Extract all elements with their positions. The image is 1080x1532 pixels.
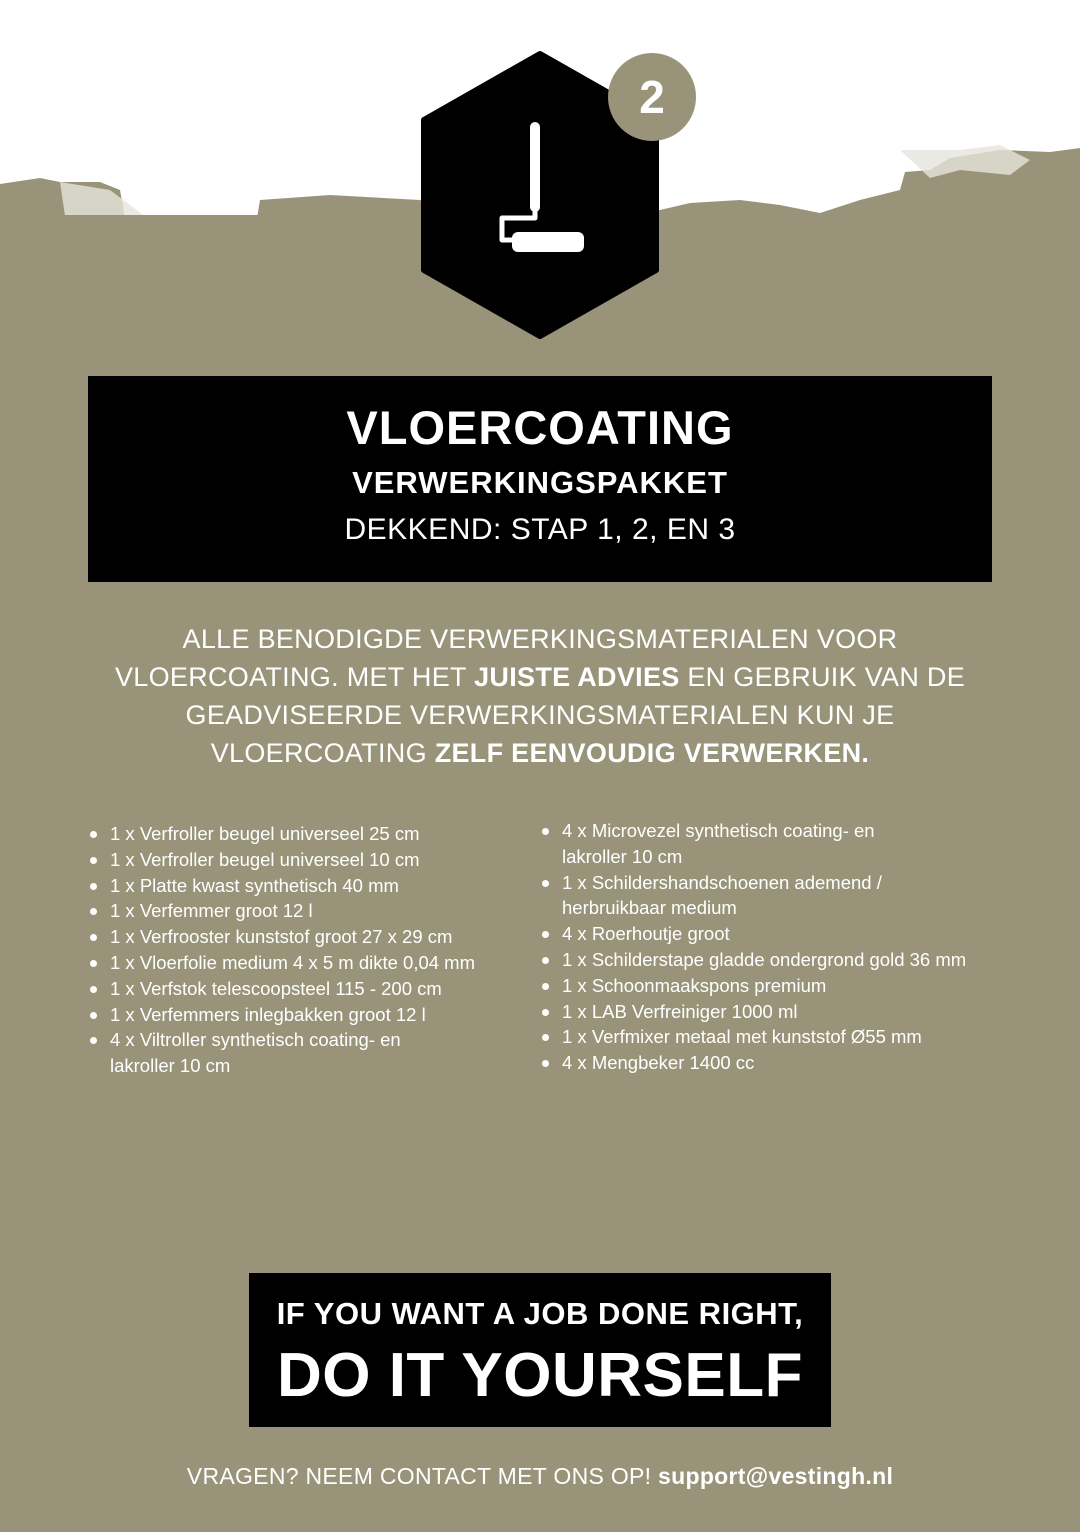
list-item bbox=[540, 818, 966, 870]
support-email-link[interactable]: support@vestingh.nl bbox=[658, 1463, 894, 1489]
list-item: 1 x Verfemmers inlegbakken groot 12 l bbox=[88, 1002, 475, 1028]
materials-list-right bbox=[540, 818, 966, 1076]
slogan-line-1: IF YOU WANT A JOB DONE RIGHT, bbox=[276, 1296, 804, 1331]
intro-text-1: ALLE BENODIGDE VERWERKINGSMATERIALEN VOOR VLOERCOATING. MET HET bbox=[114, 624, 898, 692]
list-item-line: 4 x Microvezel synthetisch coating- en bbox=[562, 820, 875, 841]
list-item-line: herbruikbaar medium bbox=[562, 897, 737, 919]
list-item: 1 x Verfmixer metaal met kunststof Ø55 mm bbox=[540, 1024, 966, 1050]
page-steps-line: DEKKEND: STAP 1, 2, EN 3 bbox=[344, 513, 736, 546]
footer-text: VRAGEN? NEEM CONTACT MET ONS OP! bbox=[186, 1463, 659, 1489]
step-number-badge: 2 bbox=[608, 53, 696, 141]
intro-bold-2: ZELF EENVOUDIG VERWERKEN. bbox=[434, 738, 870, 768]
page-title: VLOERCOATING bbox=[346, 401, 734, 454]
intro-bold-1: JUISTE ADVIES bbox=[474, 662, 680, 692]
list-item bbox=[88, 1027, 475, 1079]
list-item-line: 4 x Viltroller synthetisch coating- en bbox=[110, 1029, 401, 1051]
list-item: 1 x Verfemmer groot 12 l bbox=[88, 898, 475, 924]
intro-paragraph bbox=[90, 620, 990, 772]
list-item: 4 x Roerhoutje groot bbox=[540, 921, 966, 947]
slogan-line-2: DO IT YOURSELF bbox=[276, 1341, 803, 1410]
footer-contact bbox=[0, 1463, 1080, 1490]
list-item: 1 x LAB Verfreiniger 1000 ml bbox=[540, 999, 966, 1025]
list-item: 1 x Schilderstape gladde ondergrond gold 36 mm bbox=[540, 947, 966, 973]
list-item: 1 x Platte kwast synthetisch 40 mm bbox=[88, 873, 475, 899]
materials-list-left bbox=[88, 821, 475, 1079]
list-item: 1 x Verfroller beugel universeel 10 cm bbox=[88, 847, 475, 873]
list-item: 4 x Mengbeker 1400 cc bbox=[540, 1050, 966, 1076]
list-item: 1 x Verfrooster kunststof groot 27 x 29 cm bbox=[88, 924, 475, 950]
list-item: 1 x Vloerfolie medium 4 x 5 m dikte 0,04 mm bbox=[88, 950, 475, 976]
list-item: 1 x Verfstok telescoopsteel 115 - 200 cm bbox=[88, 976, 475, 1002]
list-item-line: 1 x Schildershandschoenen ademend / bbox=[562, 871, 882, 893]
intro-text-2: EN GEBRUIK VAN DE GEADVISEERDE VERWERKINGSMATERIALEN KUN JE VLOERCOATING bbox=[185, 662, 966, 768]
list-item: 1 x Verfroller beugel universeel 25 cm bbox=[88, 821, 475, 847]
list-item-line: lakroller 10 cm bbox=[110, 1055, 231, 1077]
list-item bbox=[540, 870, 966, 922]
list-item-line: lakroller 10 cm bbox=[562, 845, 683, 867]
page-subtitle: VERWERKINGSPAKKET bbox=[352, 465, 728, 500]
list-item: 1 x Schoonmaakspons premium bbox=[540, 973, 966, 999]
